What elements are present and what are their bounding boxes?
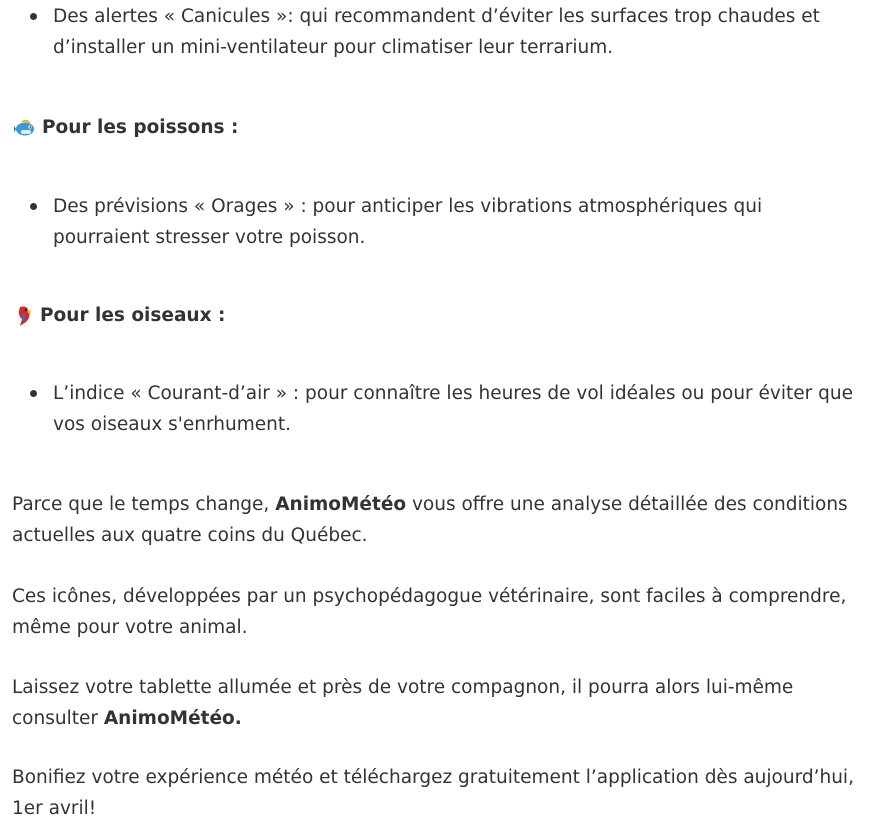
section-heading-oiseaux [14,300,225,331]
bullet-dot [30,390,37,397]
paragraph-text: vous offre une analyse détaillée des conditions actuelles aux quatre coins du Québec. [12,494,848,546]
paragraph [12,581,867,643]
paragraph-text: Bonifiez votre expérience météo et téléchargez gratuitement l’application dès aujourd’hui, 1er avril! [12,767,854,819]
list-item [30,191,860,253]
paragraph [12,489,867,551]
section-title: Pour les oiseaux : [40,305,226,326]
list-item [30,1,860,63]
paragraph-text: Laissez votre tablette allumée et près de votre compagnon, il pourra alors lui-même consulter [12,677,794,729]
paragraph-text: Ces icônes, développées par un psychopédagogue vétérinaire, sont faciles à comprendre, même pour votre animal. [12,586,847,638]
paragraph [12,762,867,824]
fish-icon [14,118,36,138]
bullet-dot [30,203,37,210]
bullet-dot [30,13,37,20]
parrot-icon [14,305,34,327]
paragraph [12,672,867,734]
list-item-text: L’indice « Courant-d’air » : pour connaître les heures de vol idéales ou pour éviter que vos oiseaux s'enrhument. [53,383,853,435]
section-heading-poissons [14,112,238,143]
list-item-text: Des prévisions « Orages » : pour anticiper les vibrations atmosphériques qui pourraient stresser votre poisson. [53,196,763,248]
section-title: Pour les poissons : [42,117,239,138]
list-item [30,378,860,440]
brand-name: AnimoMétéo. [103,708,242,729]
paragraph-text: Parce que le temps change, [12,494,276,515]
list-item-text: Des alertes « Canicules »: qui recommandent d’éviter les surfaces trop chaudes et d’installer un mini-ventilateur pour climatiser leur terrarium. [53,6,820,58]
brand-name: AnimoMétéo [275,494,407,515]
